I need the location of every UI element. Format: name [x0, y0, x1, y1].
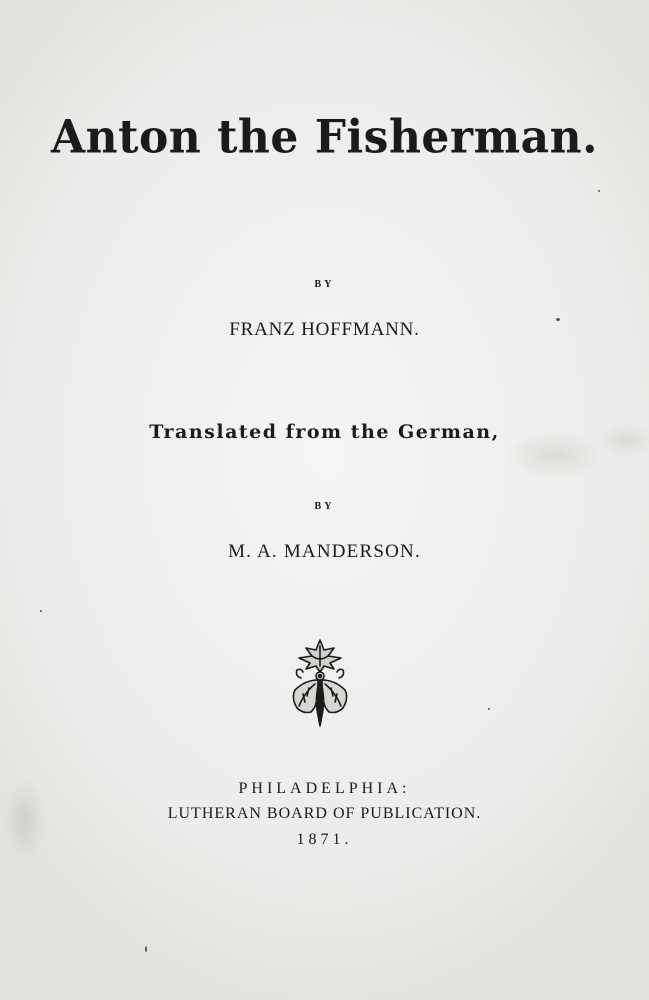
imprint-publisher: LUTHERAN BOARD OF PUBLICATION.	[167, 805, 482, 822]
by-label: BY	[314, 279, 335, 290]
paper-speck	[488, 708, 490, 710]
paper-speck	[40, 610, 42, 612]
imprint-year: 1871.	[296, 831, 353, 848]
by-label-translator: BY	[314, 501, 335, 512]
book-title: Anton the Fisherman.	[50, 110, 598, 165]
author-name: FRANZ HOFFMANN.	[229, 319, 420, 340]
paper-speck	[145, 946, 147, 952]
paper-speck	[598, 190, 600, 192]
floral-ornament-icon	[287, 636, 353, 728]
paper-speck	[556, 318, 560, 321]
translation-note: Translated from the German,	[149, 421, 500, 443]
imprint-city: PHILADELPHIA:	[238, 780, 411, 797]
translator-name: M. A. MANDERSON.	[228, 541, 421, 562]
